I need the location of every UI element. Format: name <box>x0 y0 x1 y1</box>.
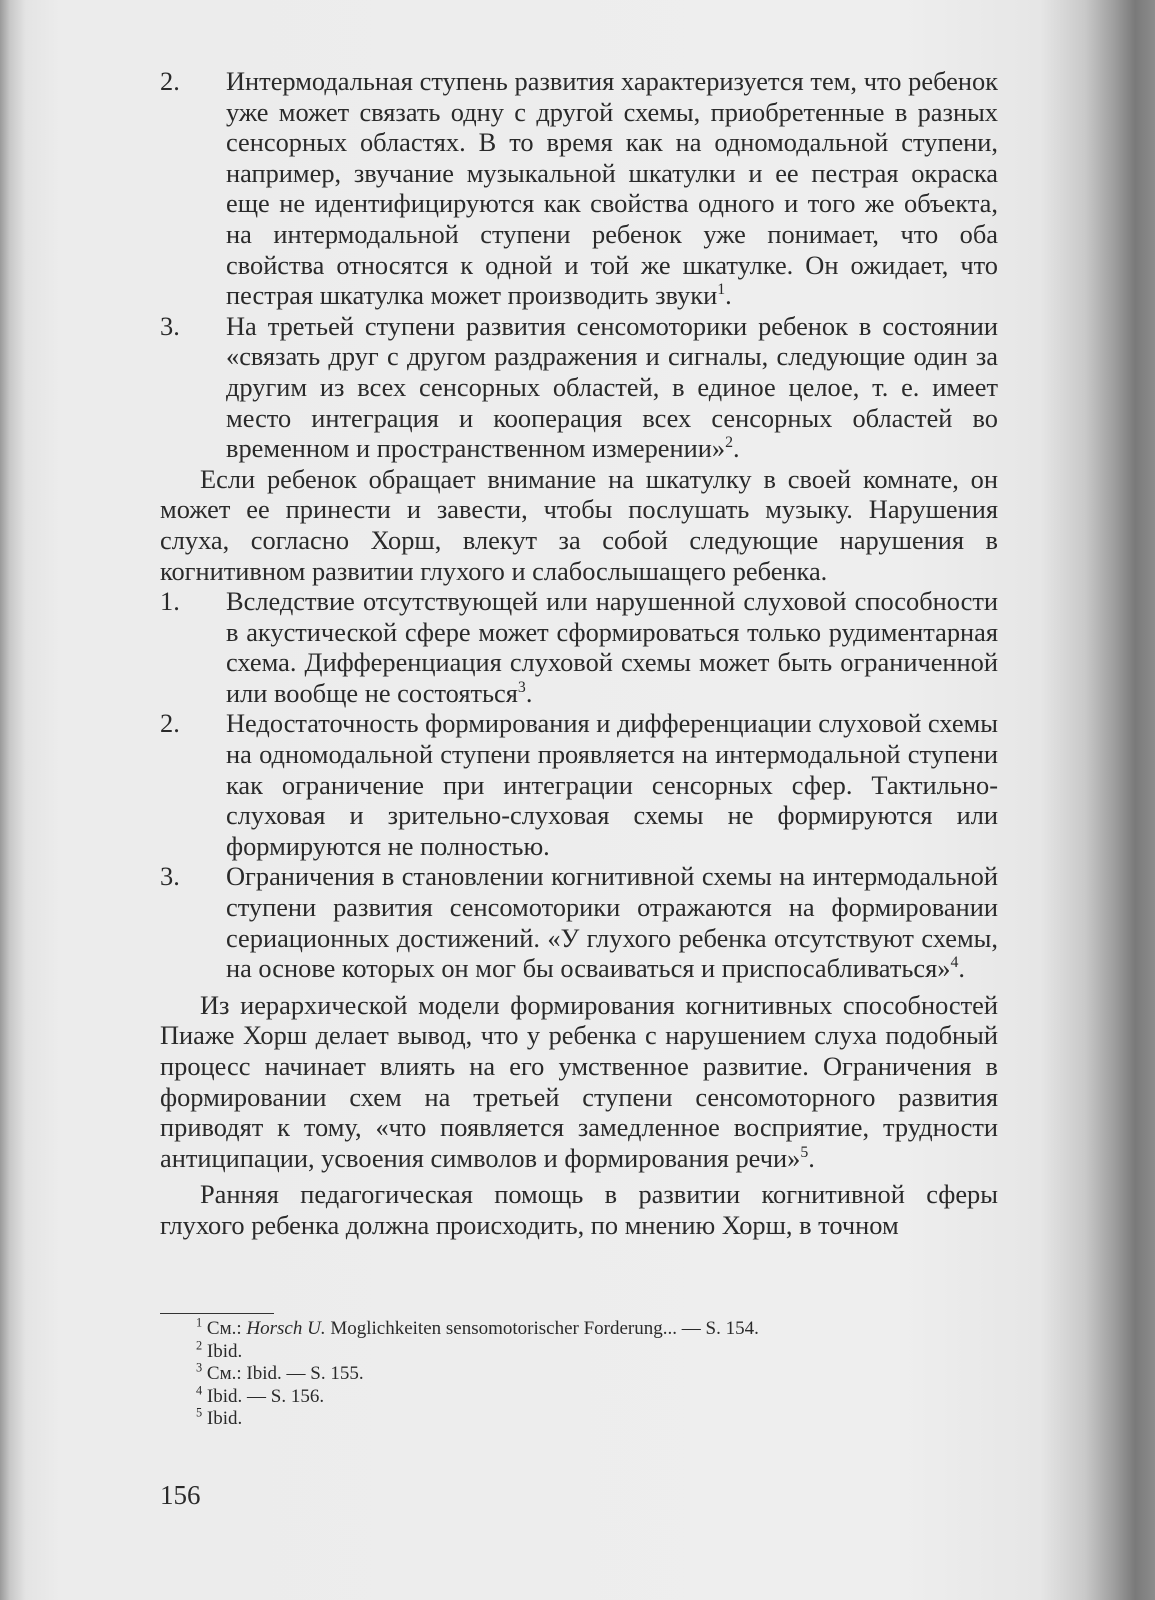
footnotes <box>196 1315 956 1431</box>
paragraph: Из иерархической модели формирования когнитивных способностей Пиаже Хорш делает вывод, что у ребенка с нарушением слуха подобный процесс начинает влиять на его умственное развитие. Ограничения в формировании схем на третьей ступени сенсомоторного развития приводят к тому, «что появляется замедленное восприятие, трудности антиципации, усвоения символов и формирования речи»$^5$. <box>160 989 998 1173</box>
list-item-text: Недостаточность формирования и дифференциации слуховой схемы на одномодальной ступени проявляется на интермодальной ступени как ограничение при интеграции сенсорных сфер. Тактильно-слуховая и зрительно-слуховая схемы не формируются или формируются не полностью. <box>226 708 998 861</box>
footnote: $^4$ Ibid. — S. 156. <box>196 1383 325 1407</box>
footnote: $^5$ Ibid. <box>196 1406 243 1430</box>
list-item-number: 2. <box>160 66 180 96</box>
main-text <box>160 66 998 1241</box>
list-item-text: Интермодальная ступень развития характеризуется тем, что ребенок уже может связать одну с другой схемы, приобретенные в разных сенсорных областях. В то время как на одномодальной ступени, например, звучание музыкальной шкатулки и ее пестрая окраска еще не идентифицируются как свойства одного и того же объекта, на интермодальной ступени ребенок уже понимает, что оба свойства относятся к одной и той же шкатулке. Он ожидает, что пестрая шкатулка может производить звуки$^1$. <box>226 66 998 311</box>
footnote: $^2$ Ibid. <box>196 1338 243 1362</box>
list-item <box>160 586 998 708</box>
list-item-text: Вследствие отсутствующей или нарушенной слуховой способности в акустической сфере может сформироваться только рудиментарная схема. Дифференциация слуховой схемы может быть ограниченной или вообще не состояться$^3$. <box>226 586 998 708</box>
list-item <box>160 311 998 464</box>
list-item-number: 2. <box>160 708 180 739</box>
list-item-number: 1. <box>160 586 180 617</box>
list-item <box>160 66 998 311</box>
page-number: 156 <box>160 1480 201 1510</box>
list-item-number: 3. <box>160 861 180 892</box>
list-item-text: На третьей ступени развития сенсомоторики ребенок в состоянии «связать друг с другом раздражения и сигналы, следующие один за другим из всех сенсорных областей, в единое целое, т. е. имеет место интеграция и кооперация всех сенсорных областей во временном и пространственном измерении»$^2$. <box>226 310 998 464</box>
paragraph: Ранняя педагогическая помощь в развитии когнитивной сферы глухого ребенка должна происходить, по мнению Хорш, в точном <box>160 1179 998 1240</box>
list-item <box>160 861 998 983</box>
footnote-ref: 5 <box>800 1143 809 1161</box>
footnote-ref: 2 <box>725 434 733 452</box>
paragraph: Если ребенок обращает внимание на шкатулку в своей комнате, он может ее принести и завести, чтобы послушать музыку. Нарушения слуха, согласно Хорш, влекут за собой следующие нарушения в когнитивном развитии глухого и слабослышащего ребенка. <box>160 463 998 586</box>
footnote-divider <box>160 1313 274 1314</box>
footnote-ref: 3 <box>517 679 526 697</box>
footnote: $^3$ См.: Ibid. — S. 155. <box>196 1360 364 1385</box>
footnote-ref: 4 <box>950 954 959 972</box>
footnote-ref: 1 <box>717 281 726 299</box>
list-item-text: Ограничения в становлении когнитивной схемы на интермодальной ступени развития сенсомоторики отражаются на формировании сериационных достижений. «У глухого ребенка отсутствуют схемы, на основе которых он мог бы осваиваться и приспосабливаться»$^4$. <box>226 861 998 984</box>
list-item-number: 3. <box>160 310 180 341</box>
footnote: $^1$ См.: Horsch U. Moglichkeiten sensomotorischer Forderung... — S. 154. <box>196 1315 759 1339</box>
list-item <box>160 708 998 861</box>
